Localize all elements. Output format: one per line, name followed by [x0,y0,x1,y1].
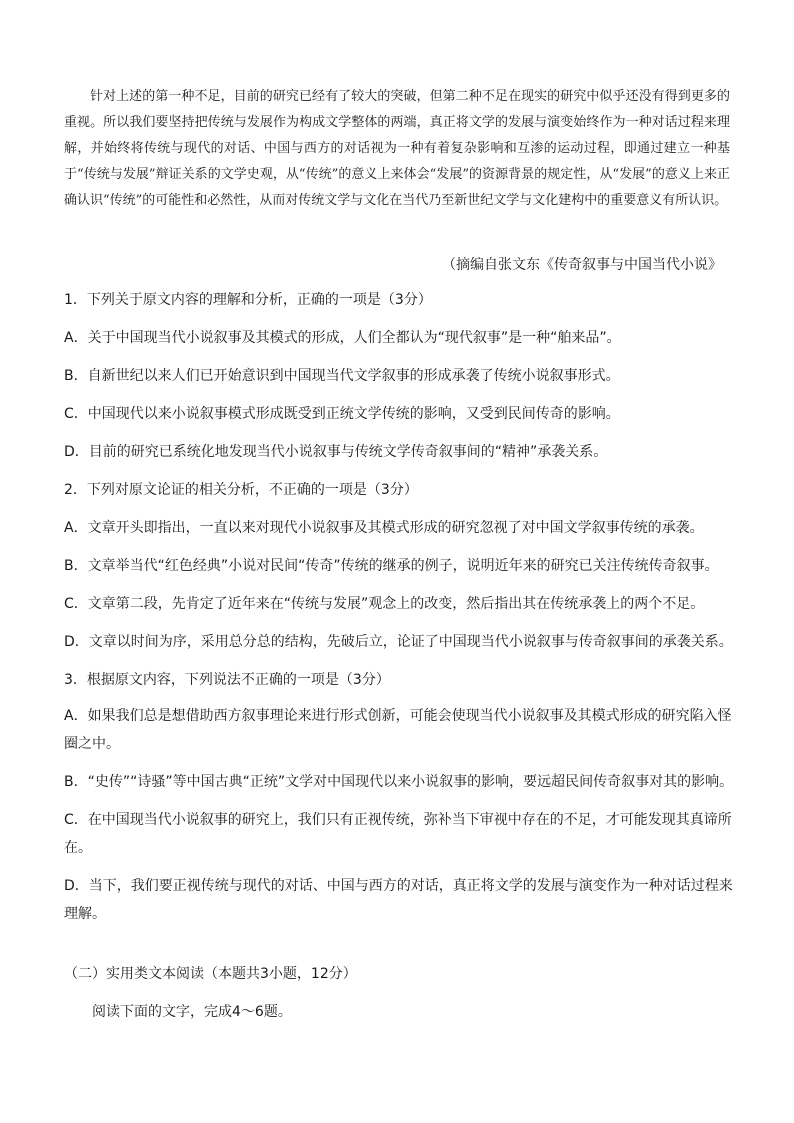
question-3-title: 3．根据原文内容，下列说法不正确的一项是（3分） [64,672,390,688]
question-2-option-a: A．文章开头即指出，一直以来对现代小说叙事及其模式形成的研究忽视了对中国文学叙事传统的承袭。 [64,520,704,536]
section-heading: （二）实用类文本阅读（本题共3小题，12分） [64,966,357,982]
question-1-title: 1．下列关于原文内容的理解和分析，正确的一项是（3分） [64,292,432,308]
question-2-option-b: B．文章举当代“红色经典”小说对民间“传奇”传统的继承的例子，说明近年来的研究已关注传统传奇叙事。 [64,558,719,574]
question-1-option-d: D．目前的研究已系统化地发现当代小说叙事与传统文学传奇叙事间的“精神”承袭关系。 [64,444,608,460]
reading-instruction: 阅读下面的文字，完成4～6题。 [92,1004,292,1020]
question-1-option-a: A．关于中国现当代小说叙事及其模式的形成，人们全都认为“现代叙事”是一种“舶来品”。 [64,330,621,346]
question-list [64,288,740,928]
question-2-option-d: D．文章以时间为序，采用总分总的结构，先破后立，论证了中国现当代小说叙事与传奇叙事间的承袭关系。 [64,634,733,650]
passage-excerpt [64,84,730,214]
question-3-option-c: C．在中国现当代小说叙事的研究上，我们只有正视传统，弥补当下审视中存在的不足，才可能发现其真谛所在。 [64,812,732,856]
question-3-option-a: A．如果我们总是想借助西方叙事理论来进行形式创新，可能会使现当代小说叙事及其模式形成的研究陷入怪圈之中。 [64,708,732,752]
passage-paragraph: 针对上述的第一种不足，目前的研究已经有了较大的突破，但第二种不足在现实的研究中似乎还没有得到更多的重视。所以我们要坚持把传统与发展作为构成文学整体的两端，真正将文学的发展与演变始终作为一种对话过程来理解，并始终将传统与现代的对话、中国与西方的对话视为一种有着复杂影响和互渗的运动过程，即通过建立一种基于“传统与发展”辩证关系的文学史观，从“传统”的意义上来体会“发展”的资源背景的规定性，从“发展”的意义上来正确认识“传统”的可能性和必然性，从而对传统文学与文化在当代乃至新世纪文学与文化建构中的重要意义有所认识。 [64,89,730,208]
question-1-option-b: B．自新世纪以来人们已开始意识到中国现当代文学叙事的形成承袭了传统小说叙事形式。 [64,368,620,384]
question-2-option-c: C．文章第二段，先肯定了近年来在“传统与发展”观念上的改变，然后指出其在传统承袭上的两个不足。 [64,596,705,612]
source-citation: （摘编自张文东《传奇叙事与中国当代小说》 [442,257,722,273]
question-3-option-b: B．“史传”“诗骚”等中国古典“正统”文学对中国现代以来小说叙事的影响，要远超民间传奇叙事对其的影响。 [64,774,734,790]
question-1-option-c: C．中国现代以来小说叙事模式形成既受到正统文学传统的影响，又受到民间传奇的影响。 [64,406,620,422]
question-3-option-d: D．当下，我们要正视传统与现代的对话、中国与西方的对话，真正将文学的发展与演变作为一种对话过程来理解。 [64,878,733,922]
question-2-title: 2．下列对原文论证的相关分析，不正确的一项是（3分） [64,482,418,498]
